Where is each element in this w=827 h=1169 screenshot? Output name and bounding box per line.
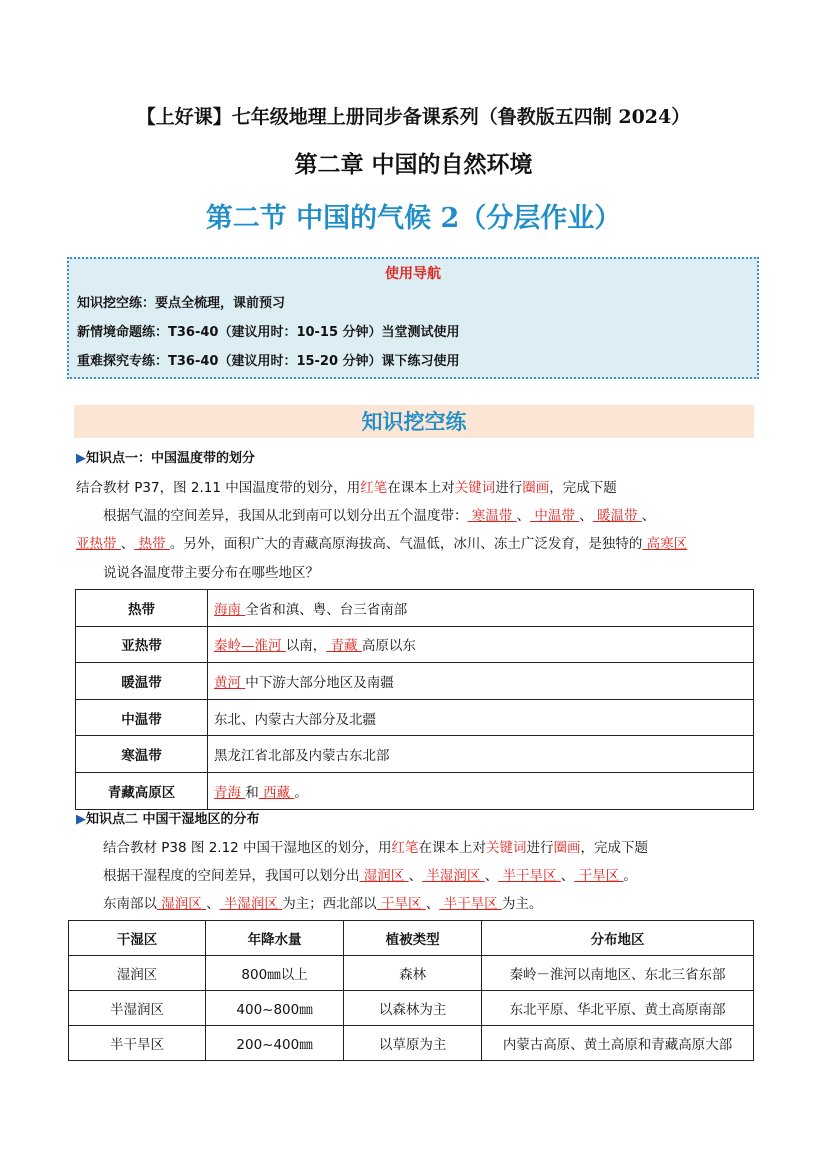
separator: 、 [206, 896, 220, 912]
region-text: 高原以东 [361, 638, 416, 655]
answer-blank: 高寒区 [642, 536, 688, 552]
text: 东南部以 [103, 896, 157, 912]
answer-blank: 青海 [214, 784, 246, 801]
section-heading: 第二节 中国的气候 2（分层作业） [205, 203, 622, 234]
text: 根据气温的空间差异，我国从北到南可以划分出五个温度带： [103, 508, 468, 524]
zone-name-cell: 中温带 [76, 699, 208, 736]
table-row [76, 663, 754, 700]
table-row [76, 772, 754, 809]
answer-blank: 暖温带 [592, 508, 642, 524]
answer-blank: 半湿润区 [219, 896, 283, 912]
table-row [69, 991, 754, 1026]
usage-guide-title: 使用导航 [385, 266, 441, 282]
table-cell: 以草原为主 [344, 1026, 482, 1061]
column-header: 植被类型 [344, 921, 482, 956]
table-cell: 400~800㎜ [205, 991, 343, 1026]
region-text: 东北、内蒙古大部分及北疆 [214, 711, 376, 728]
zone-region-cell [208, 626, 754, 663]
chapter-title: 第二章 中国的自然环境 [294, 151, 533, 178]
answer-blank: 湿润区 [157, 896, 207, 912]
red-keyword: 红笔 [391, 840, 419, 856]
table-row [76, 590, 754, 627]
separator: 、 [641, 508, 656, 524]
table-cell: 半干旱区 [69, 1026, 206, 1061]
text: 为主。 [501, 896, 543, 912]
table-row [76, 736, 754, 773]
kp1-instruction [76, 476, 617, 496]
answer-blank: 半干旱区 [439, 896, 502, 912]
answer-blank: 秦岭—淮河 [214, 638, 286, 655]
kp2-distribution-line [103, 892, 542, 912]
zone-region-cell [208, 699, 754, 736]
temperature-zone-table [75, 589, 754, 810]
column-header: 年降水量 [205, 921, 343, 956]
column-header: 分布地区 [482, 921, 754, 956]
kp2-title: 知识点二 中国干湿地区的分布 [86, 812, 260, 827]
series-title: 【上好课】七年级地理上册同步备课系列（鲁教版五四制 2024） [136, 106, 691, 128]
answer-blank: 半湿润区 [422, 868, 485, 884]
kp2-regions-line [103, 864, 637, 884]
guide-line-2: 新情境命题练：T36-40（建议用时：10-15 分钟）当堂测试使用 [77, 325, 460, 340]
region-text: 中下游大部分地区及南疆 [245, 674, 394, 691]
red-keyword: 关键词 [486, 840, 527, 856]
answer-blank: 半干旱区 [498, 868, 561, 884]
table-cell: 半湿润区 [69, 991, 206, 1026]
region-text: 以南， [285, 638, 327, 655]
text: 结合教材 P37，图 2.11 中国温度带的划分，用 [76, 480, 361, 496]
answer-blank: 寒温带 [467, 508, 517, 524]
kp1-title: 知识点一：中国温度带的划分 [86, 451, 256, 466]
answer-blank: 热带 [134, 536, 170, 552]
region-text: 。 [294, 784, 308, 801]
separator: 、 [120, 536, 135, 552]
text: 根据干湿程度的空间差异，我国可以划分出 [103, 868, 360, 884]
text: 在课本上对 [387, 480, 455, 496]
separator: 、 [516, 508, 531, 524]
table-cell: 东北平原、华北平原、黄土高原南部 [482, 991, 754, 1026]
triangle-marker-icon: ▶ [76, 812, 86, 827]
table-cell: 秦岭－淮河以南地区、东北三省东部 [482, 956, 754, 991]
dry-wet-region-table [68, 920, 754, 1061]
triangle-marker-icon: ▶ [76, 451, 86, 466]
kp2-instruction [103, 836, 648, 856]
guide-line-1: 知识挖空练：要点全梳理，课前预习 [77, 296, 286, 311]
table-cell: 800㎜以上 [205, 956, 343, 991]
text: ，完成下题 [580, 840, 649, 856]
answer-blank: 亚热带 [76, 536, 121, 552]
separator: 、 [408, 868, 423, 884]
region-text: 黑龙江省北部及内蒙古东北部 [214, 748, 390, 765]
text: 。另外，面积广大的青藏高原海拔高、气温低，冰川、冻土广泛发育，是独特的 [169, 536, 643, 552]
answer-blank: 干旱区 [376, 896, 426, 912]
text: ，完成下题 [549, 480, 617, 496]
section-banner: 知识挖空练 [74, 405, 754, 438]
text: 进行 [495, 480, 523, 496]
table-row [69, 956, 754, 991]
knowledge-point-2-heading [76, 808, 260, 827]
separator: 、 [560, 868, 575, 884]
text: 进行 [526, 840, 554, 856]
table-cell: 200~400㎜ [205, 1026, 343, 1061]
table-row [76, 626, 754, 663]
text: 为主；西北部以 [282, 896, 377, 912]
kp1-zones-line [103, 504, 655, 524]
knowledge-point-1-heading [76, 447, 255, 466]
table-cell: 内蒙古高原、黄土高原和青藏高原大部 [482, 1026, 754, 1061]
text: 在课本上对 [418, 840, 487, 856]
answer-blank: 湿润区 [359, 868, 409, 884]
table-cell: 森林 [344, 956, 482, 991]
table-cell: 以森林为主 [344, 991, 482, 1026]
answer-blank: 干旱区 [574, 868, 624, 884]
kp1-zones-line-2 [76, 532, 687, 552]
zone-region-cell [208, 590, 754, 627]
guide-line-3: 重难探究专练：T36-40（建议用时：15-20 分钟）课下练习使用 [77, 354, 460, 369]
separator: 、 [484, 868, 499, 884]
zone-region-cell [208, 663, 754, 700]
column-header: 干湿区 [69, 921, 206, 956]
table-row [69, 1026, 754, 1061]
red-keyword: 关键词 [454, 480, 496, 496]
zone-name-cell: 暖温带 [76, 663, 208, 700]
usage-guide-box [67, 257, 759, 379]
table-cell: 湿润区 [69, 956, 206, 991]
region-text: 和 [245, 784, 259, 801]
text: 结合教材 P38 图 2.12 中国干湿地区的划分，用 [103, 840, 392, 856]
separator: 、 [579, 508, 593, 524]
zone-name-cell: 青藏高原区 [76, 772, 208, 809]
answer-blank: 海南 [214, 601, 246, 618]
zone-region-cell [208, 736, 754, 773]
kp1-question: 说说各温度带主要分布在哪些地区？ [103, 565, 319, 581]
zone-name-cell: 寒温带 [76, 736, 208, 773]
zone-name-cell: 亚热带 [76, 626, 208, 663]
answer-blank: 青藏 [326, 638, 362, 655]
separator: 、 [425, 896, 440, 912]
zone-name-cell: 热带 [76, 590, 208, 627]
answer-blank: 黄河 [214, 674, 246, 691]
text: 。 [623, 868, 637, 884]
zone-region-cell [208, 772, 754, 809]
red-keyword: 圈画 [522, 480, 550, 496]
answer-blank: 西藏 [258, 784, 295, 801]
answer-blank: 中温带 [530, 508, 580, 524]
red-keyword: 红笔 [360, 480, 388, 496]
region-text: 全省和滇、粤、台三省南部 [245, 601, 408, 618]
table-row [76, 699, 754, 736]
red-keyword: 圈画 [553, 840, 581, 856]
